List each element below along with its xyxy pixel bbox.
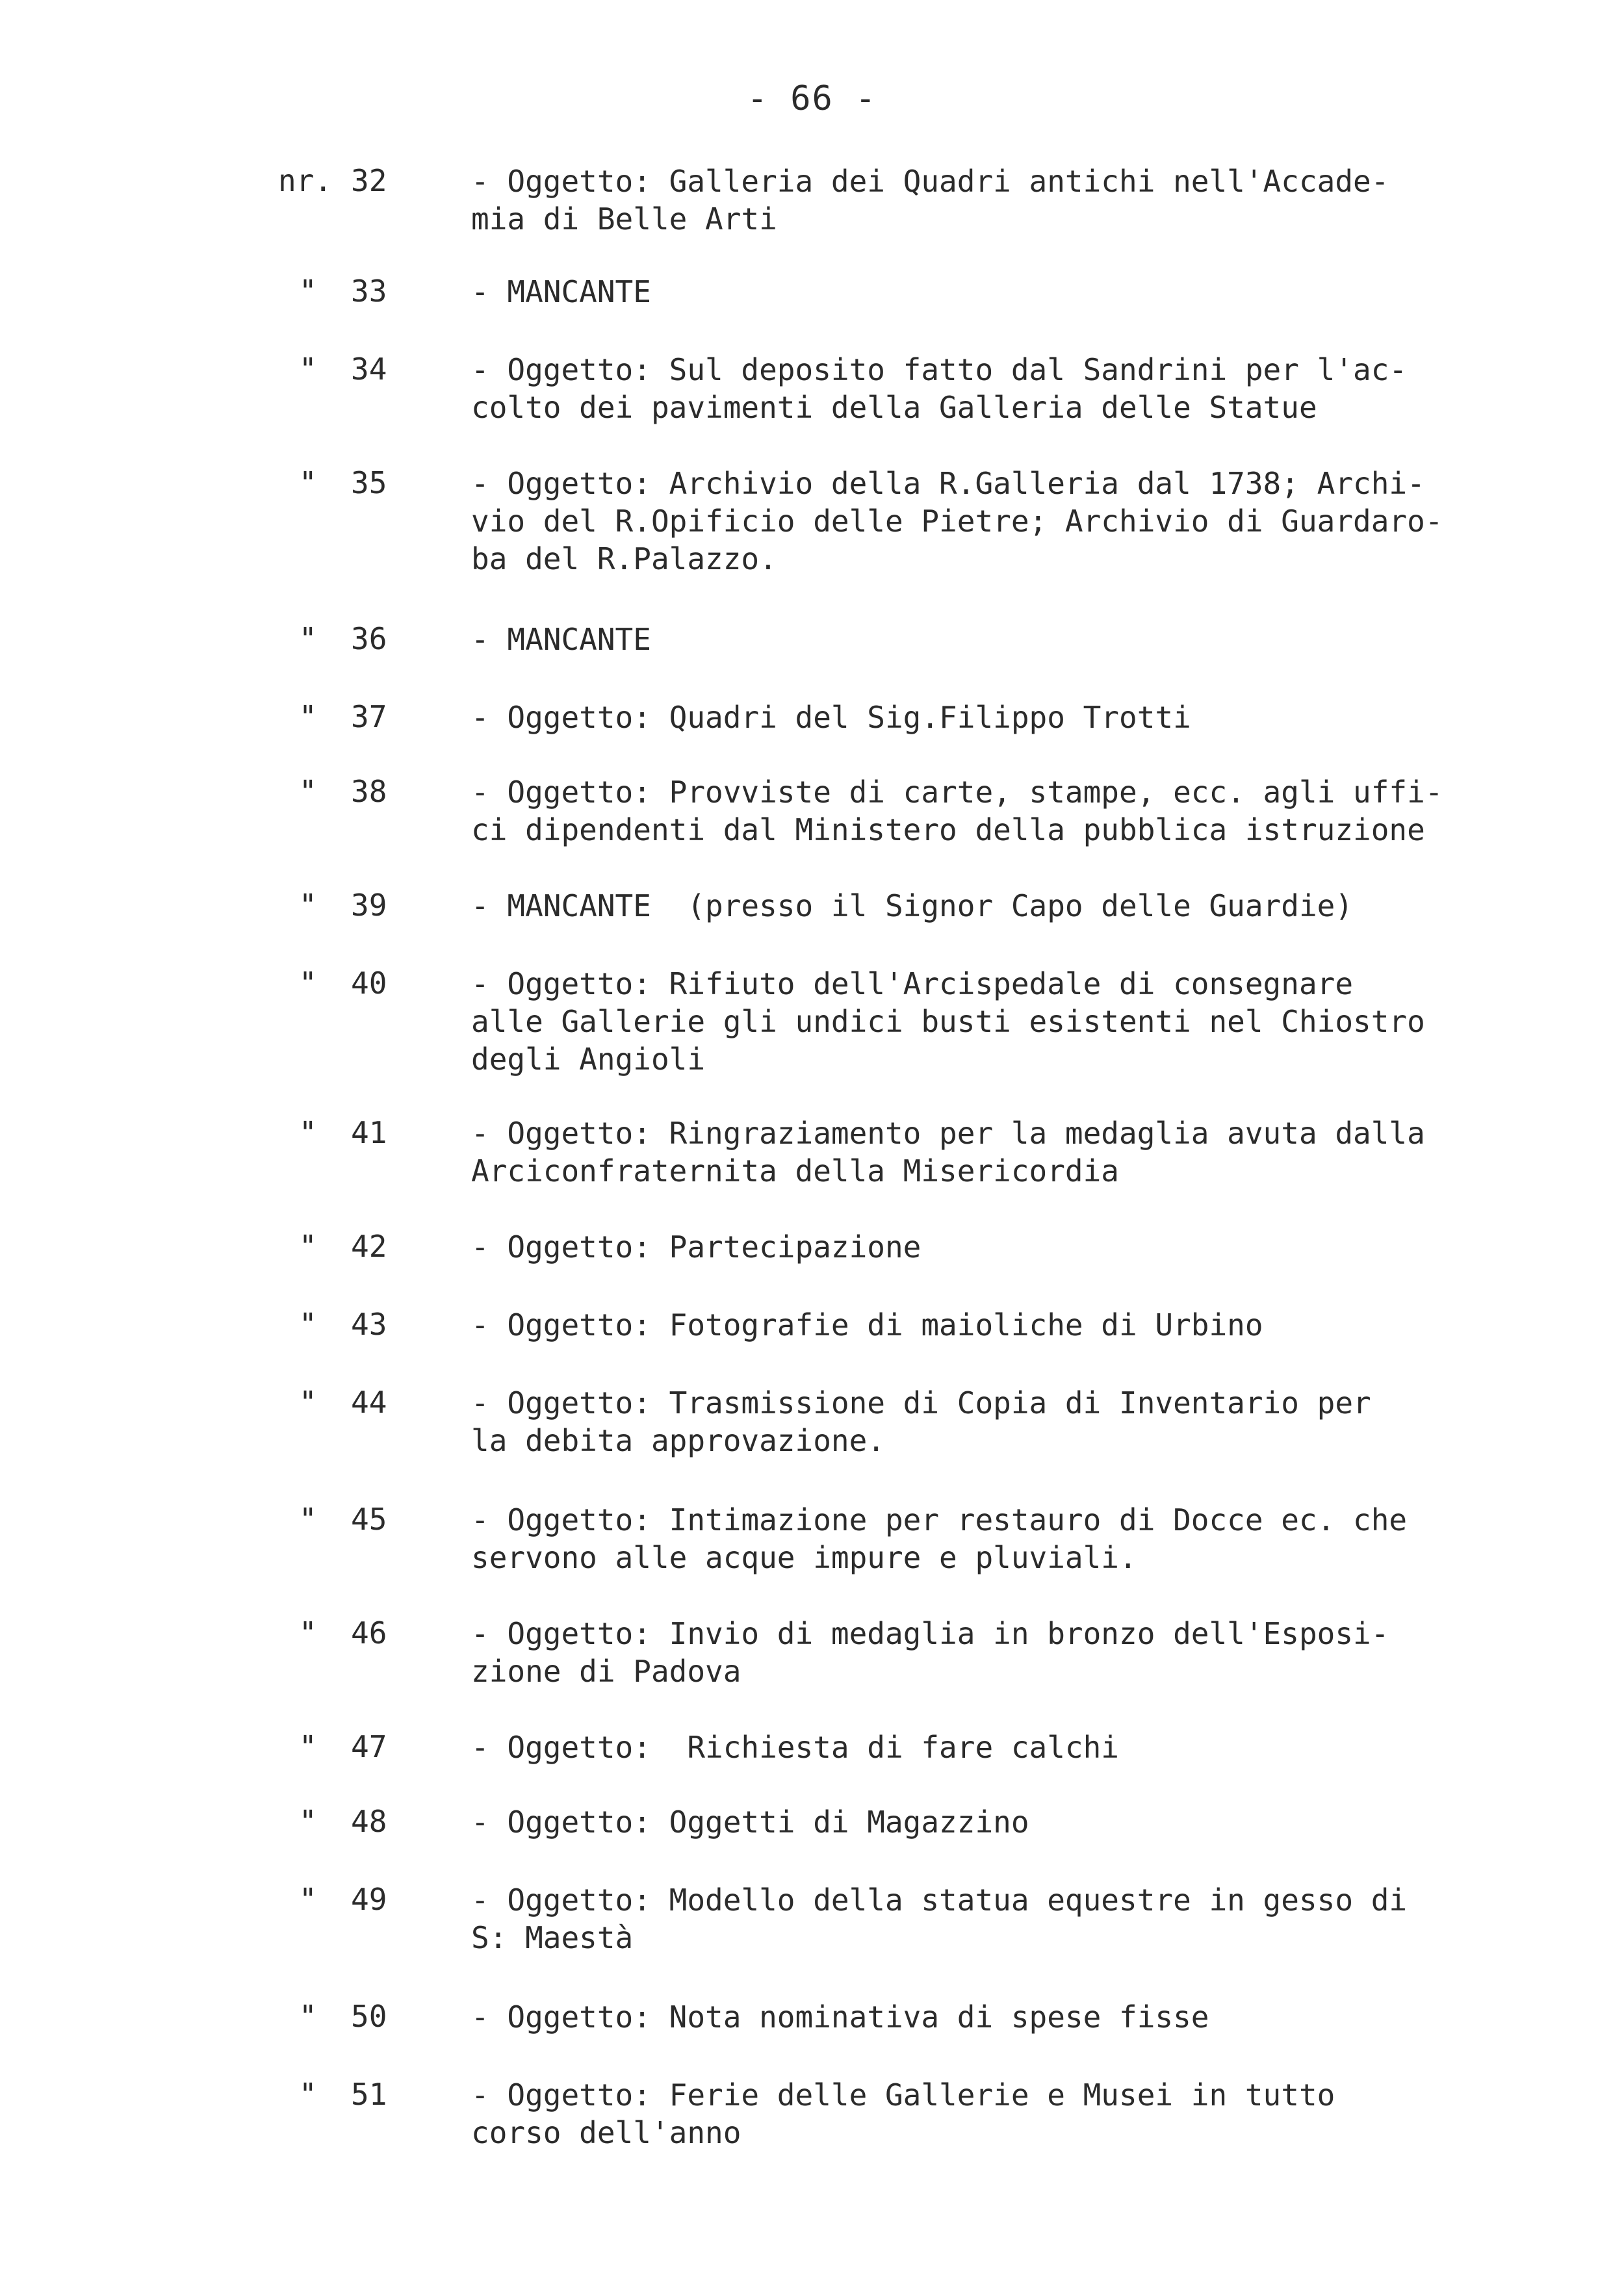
entry-prefix: " — [299, 1999, 317, 2034]
entry-description — [471, 699, 1543, 736]
entry-prefix: " — [299, 774, 317, 809]
entry-text-line: degli Angioli — [471, 1042, 706, 1077]
entry-text-line: colto dei pavimenti della Galleria delle Statue — [471, 390, 1317, 425]
entry-description — [471, 621, 1543, 658]
entry-description — [471, 773, 1543, 849]
entry-prefix: " — [299, 1729, 317, 1764]
entry-description — [471, 1228, 1543, 1266]
entry-text-line: - Oggetto: Richiesta di fare calchi — [471, 1730, 1119, 1765]
entry-description — [471, 1615, 1543, 1690]
entry-number: 36 — [351, 621, 387, 656]
entry-number: 32 — [351, 163, 387, 198]
entry-text-line: zione di Padova — [471, 1654, 741, 1689]
entry-text-line: ba del R.Palazzo. — [471, 541, 777, 576]
entry-prefix: " — [299, 621, 317, 656]
entry-prefix: " — [299, 352, 317, 387]
entry-description — [471, 273, 1543, 311]
entry-prefix: " — [299, 1385, 317, 1420]
entry-number: 38 — [351, 774, 387, 809]
entry-text-line: - Oggetto: Nota nominativa di spese fisse — [471, 1999, 1209, 2035]
entry-description — [471, 1998, 1543, 2036]
entry-text-line: - Oggetto: Quadri del Sig.Filippo Trotti — [471, 700, 1191, 735]
entry-description — [471, 162, 1543, 238]
entry-number: 37 — [351, 699, 387, 734]
entry-text-line: la debita approvazione. — [471, 1423, 885, 1458]
entry-number: 49 — [351, 1882, 387, 1917]
entry-prefix: " — [299, 2077, 317, 2112]
entry-text-line: - MANCANTE — [471, 274, 651, 309]
entry-text-line: - Oggetto: Modello della statua equestre in gesso di — [471, 1883, 1408, 1918]
entry-prefix: " — [299, 1804, 317, 1839]
entry-number: 33 — [351, 274, 387, 309]
entry-number: 47 — [351, 1729, 387, 1764]
entry-number: 46 — [351, 1615, 387, 1651]
entry-number: 50 — [351, 1999, 387, 2034]
entry-prefix: " — [299, 966, 317, 1001]
entry-text-line: - Oggetto: Ferie delle Gallerie e Musei in tutto — [471, 2077, 1335, 2113]
entry-text-line: - Oggetto: Intimazione per restauro di Docce ec. che — [471, 1502, 1408, 1537]
entry-text-line: - Oggetto: Archivio della R.Galleria dal 1738; Archi- — [471, 466, 1425, 501]
entry-prefix: " — [299, 1615, 317, 1651]
entry-prefix: " — [299, 1115, 317, 1150]
entry-number: 40 — [351, 966, 387, 1001]
entry-number: 35 — [351, 465, 387, 500]
entry-description — [471, 1306, 1543, 1344]
entry-text-line: - Oggetto: Sul deposito fatto dal Sandrini per l'ac- — [471, 352, 1408, 387]
entry-description — [471, 965, 1543, 1078]
entry-description — [471, 1384, 1543, 1459]
entry-number: 41 — [351, 1115, 387, 1150]
entry-prefix: " — [299, 888, 317, 923]
entry-prefix: " — [299, 274, 317, 309]
entry-text-line: servono alle acque impure e pluviali. — [471, 1540, 1137, 1575]
entry-text-line: - Oggetto: Invio di medaglia in bronzo dell'Esposi- — [471, 1616, 1389, 1651]
entry-description — [471, 1729, 1543, 1766]
entry-text-line: - Oggetto: Partecipazione — [471, 1229, 922, 1265]
entry-number: 48 — [351, 1804, 387, 1839]
entry-text-line: ci dipendenti dal Ministero della pubblica istruzione — [471, 812, 1425, 847]
page-number: - 66 - — [747, 79, 877, 118]
entry-text-line: Arciconfraternita della Misericordia — [471, 1153, 1119, 1189]
entry-number: 43 — [351, 1307, 387, 1342]
entry-description — [471, 465, 1543, 578]
entry-text-line: - Oggetto: Galleria dei Quadri antichi nell'Accade- — [471, 164, 1389, 199]
entry-text-line: mia di Belle Arti — [471, 201, 777, 237]
entry-prefix: nr. — [278, 163, 333, 198]
entry-number: 45 — [351, 1502, 387, 1537]
entry-description — [471, 887, 1543, 925]
entry-text-line: - MANCANTE (presso il Signor Capo delle Guardie) — [471, 888, 1354, 923]
entry-description — [471, 2076, 1543, 2152]
entry-number: 34 — [351, 352, 387, 387]
entry-prefix: " — [299, 1229, 317, 1264]
entry-text-line: vio del R.Opificio delle Pietre; Archivio di Guardaro- — [471, 504, 1443, 539]
entry-number: 51 — [351, 2077, 387, 2112]
entry-description — [471, 1803, 1543, 1841]
entry-description — [471, 1881, 1543, 1957]
entry-text-line: - Oggetto: Ringraziamento per la medaglia avuta dalla — [471, 1116, 1425, 1151]
entry-text-line: - MANCANTE — [471, 622, 651, 657]
entry-text-line: - Oggetto: Rifiuto dell'Arcispedale di consegnare — [471, 966, 1354, 1001]
entry-number: 39 — [351, 888, 387, 923]
entry-text-line: - Oggetto: Oggetti di Magazzino — [471, 1805, 1029, 1840]
entry-text-line: alle Gallerie gli undici busti esistenti nel Chiostro — [471, 1004, 1425, 1039]
entry-text-line: S: Maestà — [471, 1920, 634, 1955]
entry-prefix: " — [299, 699, 317, 734]
entry-prefix: " — [299, 1882, 317, 1917]
entry-text-line: corso dell'anno — [471, 2115, 741, 2150]
entry-prefix: " — [299, 465, 317, 500]
entry-text-line: - Oggetto: Trasmissione di Copia di Inventario per — [471, 1385, 1371, 1420]
entry-description — [471, 1114, 1543, 1190]
entry-prefix: " — [299, 1307, 317, 1342]
entry-prefix: " — [299, 1502, 317, 1537]
entry-text-line: - Oggetto: Provviste di carte, stampe, ecc. agli uffi- — [471, 775, 1443, 810]
entry-description — [471, 351, 1543, 426]
entry-text-line: - Oggetto: Fotografie di maioliche di Urbino — [471, 1307, 1263, 1343]
entry-number: 42 — [351, 1229, 387, 1264]
entry-number: 44 — [351, 1385, 387, 1420]
entry-description — [471, 1501, 1543, 1576]
